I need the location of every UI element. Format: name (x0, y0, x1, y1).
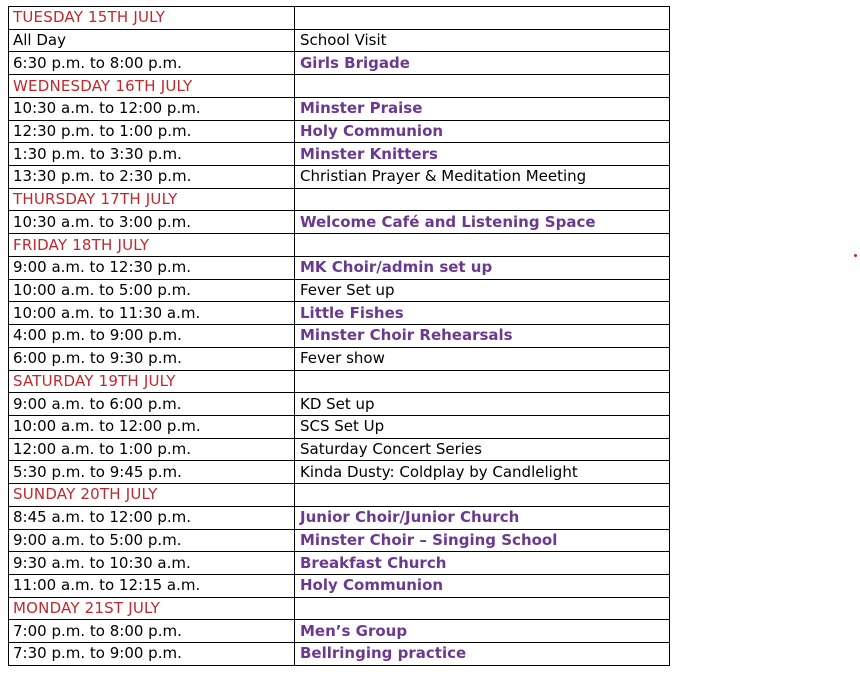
empty-cell (295, 234, 670, 257)
event-row (9, 574, 670, 597)
event-name: Minster Knitters (295, 143, 670, 166)
empty-cell (295, 484, 670, 507)
event-name: Saturday Concert Series (295, 438, 670, 461)
day-heading-row (9, 597, 670, 620)
event-time: 7:00 p.m. to 8:00 p.m. (9, 620, 295, 643)
event-name: Minster Choir – Singing School (295, 529, 670, 552)
event-row (9, 279, 670, 302)
event-row (9, 256, 670, 279)
event-time: 10:30 a.m. to 12:00 p.m. (9, 97, 295, 120)
event-time: 13:30 p.m. to 2:30 p.m. (9, 166, 295, 189)
event-row (9, 29, 670, 52)
event-time: 9:30 a.m. to 10:30 a.m. (9, 552, 295, 575)
event-time: 11:00 a.m. to 12:15 a.m. (9, 574, 295, 597)
day-heading-row (9, 188, 670, 211)
event-name: Men’s Group (295, 620, 670, 643)
event-row (9, 620, 670, 643)
event-time: 6:00 p.m. to 9:30 p.m. (9, 347, 295, 370)
event-name: Fever Set up (295, 279, 670, 302)
day-heading-row (9, 370, 670, 393)
event-name: Junior Choir/Junior Church (295, 506, 670, 529)
event-row (9, 211, 670, 234)
event-row (9, 393, 670, 416)
event-time: 8:45 a.m. to 12:00 p.m. (9, 506, 295, 529)
event-time: 10:00 a.m. to 5:00 p.m. (9, 279, 295, 302)
day-heading: FRIDAY 18TH JULY (9, 234, 295, 257)
event-time: 9:00 a.m. to 12:30 p.m. (9, 256, 295, 279)
event-time: 4:00 p.m. to 9:00 p.m. (9, 325, 295, 348)
day-heading: WEDNESDAY 16TH JULY (9, 75, 295, 98)
event-time: 10:30 a.m. to 3:00 p.m. (9, 211, 295, 234)
empty-cell (295, 370, 670, 393)
event-row (9, 52, 670, 75)
empty-cell (295, 188, 670, 211)
event-row (9, 97, 670, 120)
event-name: Welcome Café and Listening Space (295, 211, 670, 234)
event-row (9, 415, 670, 438)
event-row (9, 325, 670, 348)
event-time: 5:30 p.m. to 9:45 p.m. (9, 461, 295, 484)
day-heading: MONDAY 21ST JULY (9, 597, 295, 620)
event-time: 7:30 p.m. to 9:00 p.m. (9, 643, 295, 666)
event-time: 6:30 p.m. to 8:00 p.m. (9, 52, 295, 75)
event-row (9, 552, 670, 575)
event-name: Minster Choir Rehearsals (295, 325, 670, 348)
event-time: 10:00 a.m. to 12:00 p.m. (9, 415, 295, 438)
event-name: Minster Praise (295, 97, 670, 120)
event-row (9, 347, 670, 370)
event-time: All Day (9, 29, 295, 52)
event-name: Little Fishes (295, 302, 670, 325)
event-time: 9:00 a.m. to 6:00 p.m. (9, 393, 295, 416)
empty-cell (295, 75, 670, 98)
event-row (9, 461, 670, 484)
event-name: Kinda Dusty: Coldplay by Candlelight (295, 461, 670, 484)
event-name: Holy Communion (295, 574, 670, 597)
event-time: 12:30 p.m. to 1:00 p.m. (9, 120, 295, 143)
event-name: Breakfast Church (295, 552, 670, 575)
event-row (9, 438, 670, 461)
day-heading-row (9, 234, 670, 257)
day-heading: TUESDAY 15TH JULY (9, 7, 295, 30)
empty-cell (295, 597, 670, 620)
event-name: MK Choir/admin set up (295, 256, 670, 279)
empty-cell (295, 7, 670, 30)
day-heading: SATURDAY 19TH JULY (9, 370, 295, 393)
event-name: Girls Brigade (295, 52, 670, 75)
event-row (9, 643, 670, 666)
event-row (9, 506, 670, 529)
event-name: School Visit (295, 29, 670, 52)
day-heading: THURSDAY 17TH JULY (9, 188, 295, 211)
event-name: Fever show (295, 347, 670, 370)
schedule-table (8, 6, 670, 666)
event-name: SCS Set Up (295, 415, 670, 438)
day-heading-row (9, 75, 670, 98)
schedule-body (9, 7, 670, 666)
day-heading-row (9, 7, 670, 30)
stray-dot (854, 254, 857, 257)
event-row (9, 302, 670, 325)
event-name: KD Set up (295, 393, 670, 416)
day-heading-row (9, 484, 670, 507)
event-time: 9:00 a.m. to 5:00 p.m. (9, 529, 295, 552)
event-row (9, 143, 670, 166)
event-name: Christian Prayer & Meditation Meeting (295, 166, 670, 189)
event-name: Holy Communion (295, 120, 670, 143)
event-time: 1:30 p.m. to 3:30 p.m. (9, 143, 295, 166)
day-heading: SUNDAY 20TH JULY (9, 484, 295, 507)
event-row (9, 120, 670, 143)
event-name: Bellringing practice (295, 643, 670, 666)
event-row (9, 529, 670, 552)
event-time: 12:00 a.m. to 1:00 p.m. (9, 438, 295, 461)
event-row (9, 166, 670, 189)
event-time: 10:00 a.m. to 11:30 a.m. (9, 302, 295, 325)
